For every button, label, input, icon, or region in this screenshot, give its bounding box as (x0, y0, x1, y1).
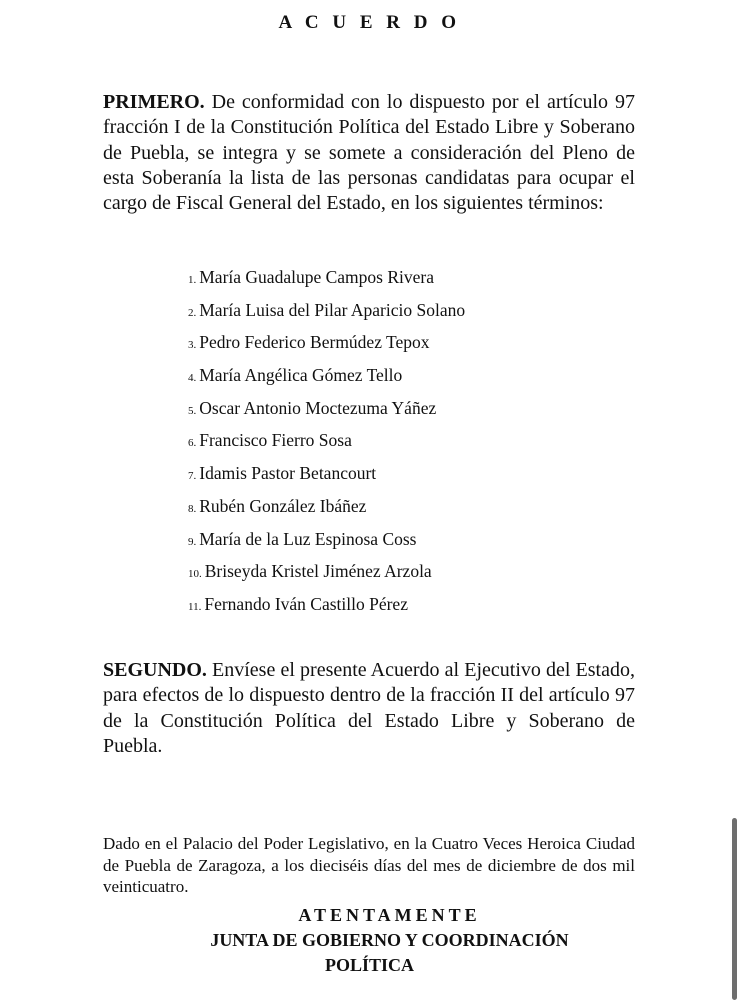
list-item (188, 263, 465, 296)
list-item-number: 9. (188, 535, 197, 548)
list-item-number: 2. (188, 306, 197, 319)
segundo-text: Envíese el presente Acuerdo al Ejecutivo del Estado, para efectos de lo dispuesto dentro de la fracción II del artículo 97 de la Constitución Política del Estado Libre y Soberano de Puebla. (103, 659, 635, 757)
candidate-name: Rubén González Ibáñez (199, 495, 367, 516)
list-item (188, 296, 465, 329)
candidate-name: Francisco Fierro Sosa (199, 430, 352, 451)
signature-atentamente: ATENTAMENTE (298, 905, 481, 925)
list-item (188, 459, 465, 492)
list-item-number: 3. (188, 339, 197, 352)
candidate-name: Oscar Antonio Moctezuma Yáñez (199, 397, 437, 418)
candidate-name: María Angélica Gómez Tello (199, 365, 403, 386)
primero-text: De conformidad con lo dispuesto por el artículo 97 fracción I de la Constitución Política del Estado Libre y Soberano de Puebla, se integra y se somete a consideración del Pleno de esta Soberanía la lista de las personas candidatas para ocupar el cargo de Fiscal General del Estado, en los siguientes términos: (103, 91, 635, 215)
list-item-number: 5. (188, 404, 197, 417)
list-item-number: 1. (188, 274, 197, 286)
candidate-name: Pedro Federico Bermúdez Tepox (199, 332, 430, 353)
vertical-scrollbar[interactable] (732, 818, 737, 1000)
list-item (188, 557, 465, 590)
list-item (188, 394, 465, 427)
candidate-name: María de la Luz Espinosa Coss (199, 528, 417, 549)
candidate-name: Idamis Pastor Betancourt (199, 463, 377, 484)
list-item (188, 426, 465, 459)
list-item (188, 525, 465, 558)
document-title: A C U E R D O (278, 12, 461, 33)
closing-paragraph: Dado en el Palacio del Poder Legislativo, en la Cuatro Veces Heroica Ciudad de Puebla de Zaragoza, a los dieciséis días del mes de diciembre de dos mil veinticuatro. (103, 834, 635, 896)
list-item (188, 492, 465, 525)
signature-body-line1: JUNTA DE GOBIERNO Y COORDINACIÓN (210, 930, 569, 950)
candidate-list (188, 263, 465, 623)
list-item-number: 11. (188, 600, 202, 613)
list-item-number: 8. (188, 502, 197, 515)
segundo-paragraph (103, 658, 635, 759)
list-item-number: 10. (188, 568, 202, 581)
list-item-number: 6. (188, 437, 197, 450)
candidate-name: María Guadalupe Campos Rivera (199, 267, 434, 287)
list-item (188, 590, 465, 623)
segundo-heading: SEGUNDO. (103, 659, 207, 681)
list-item (188, 361, 465, 394)
list-item (188, 328, 465, 361)
primero-paragraph (103, 90, 635, 216)
list-item-number: 7. (188, 470, 197, 483)
candidate-name: María Luisa del Pilar Aparicio Solano (199, 299, 466, 320)
primero-heading: PRIMERO. (103, 91, 205, 113)
signature-body-line2: POLÍTICA (324, 955, 414, 975)
candidate-name: Fernando Iván Castillo Pérez (204, 593, 408, 614)
candidate-name: Briseyda Kristel Jiménez Arzola (204, 561, 432, 582)
list-item-number: 4. (188, 372, 197, 385)
